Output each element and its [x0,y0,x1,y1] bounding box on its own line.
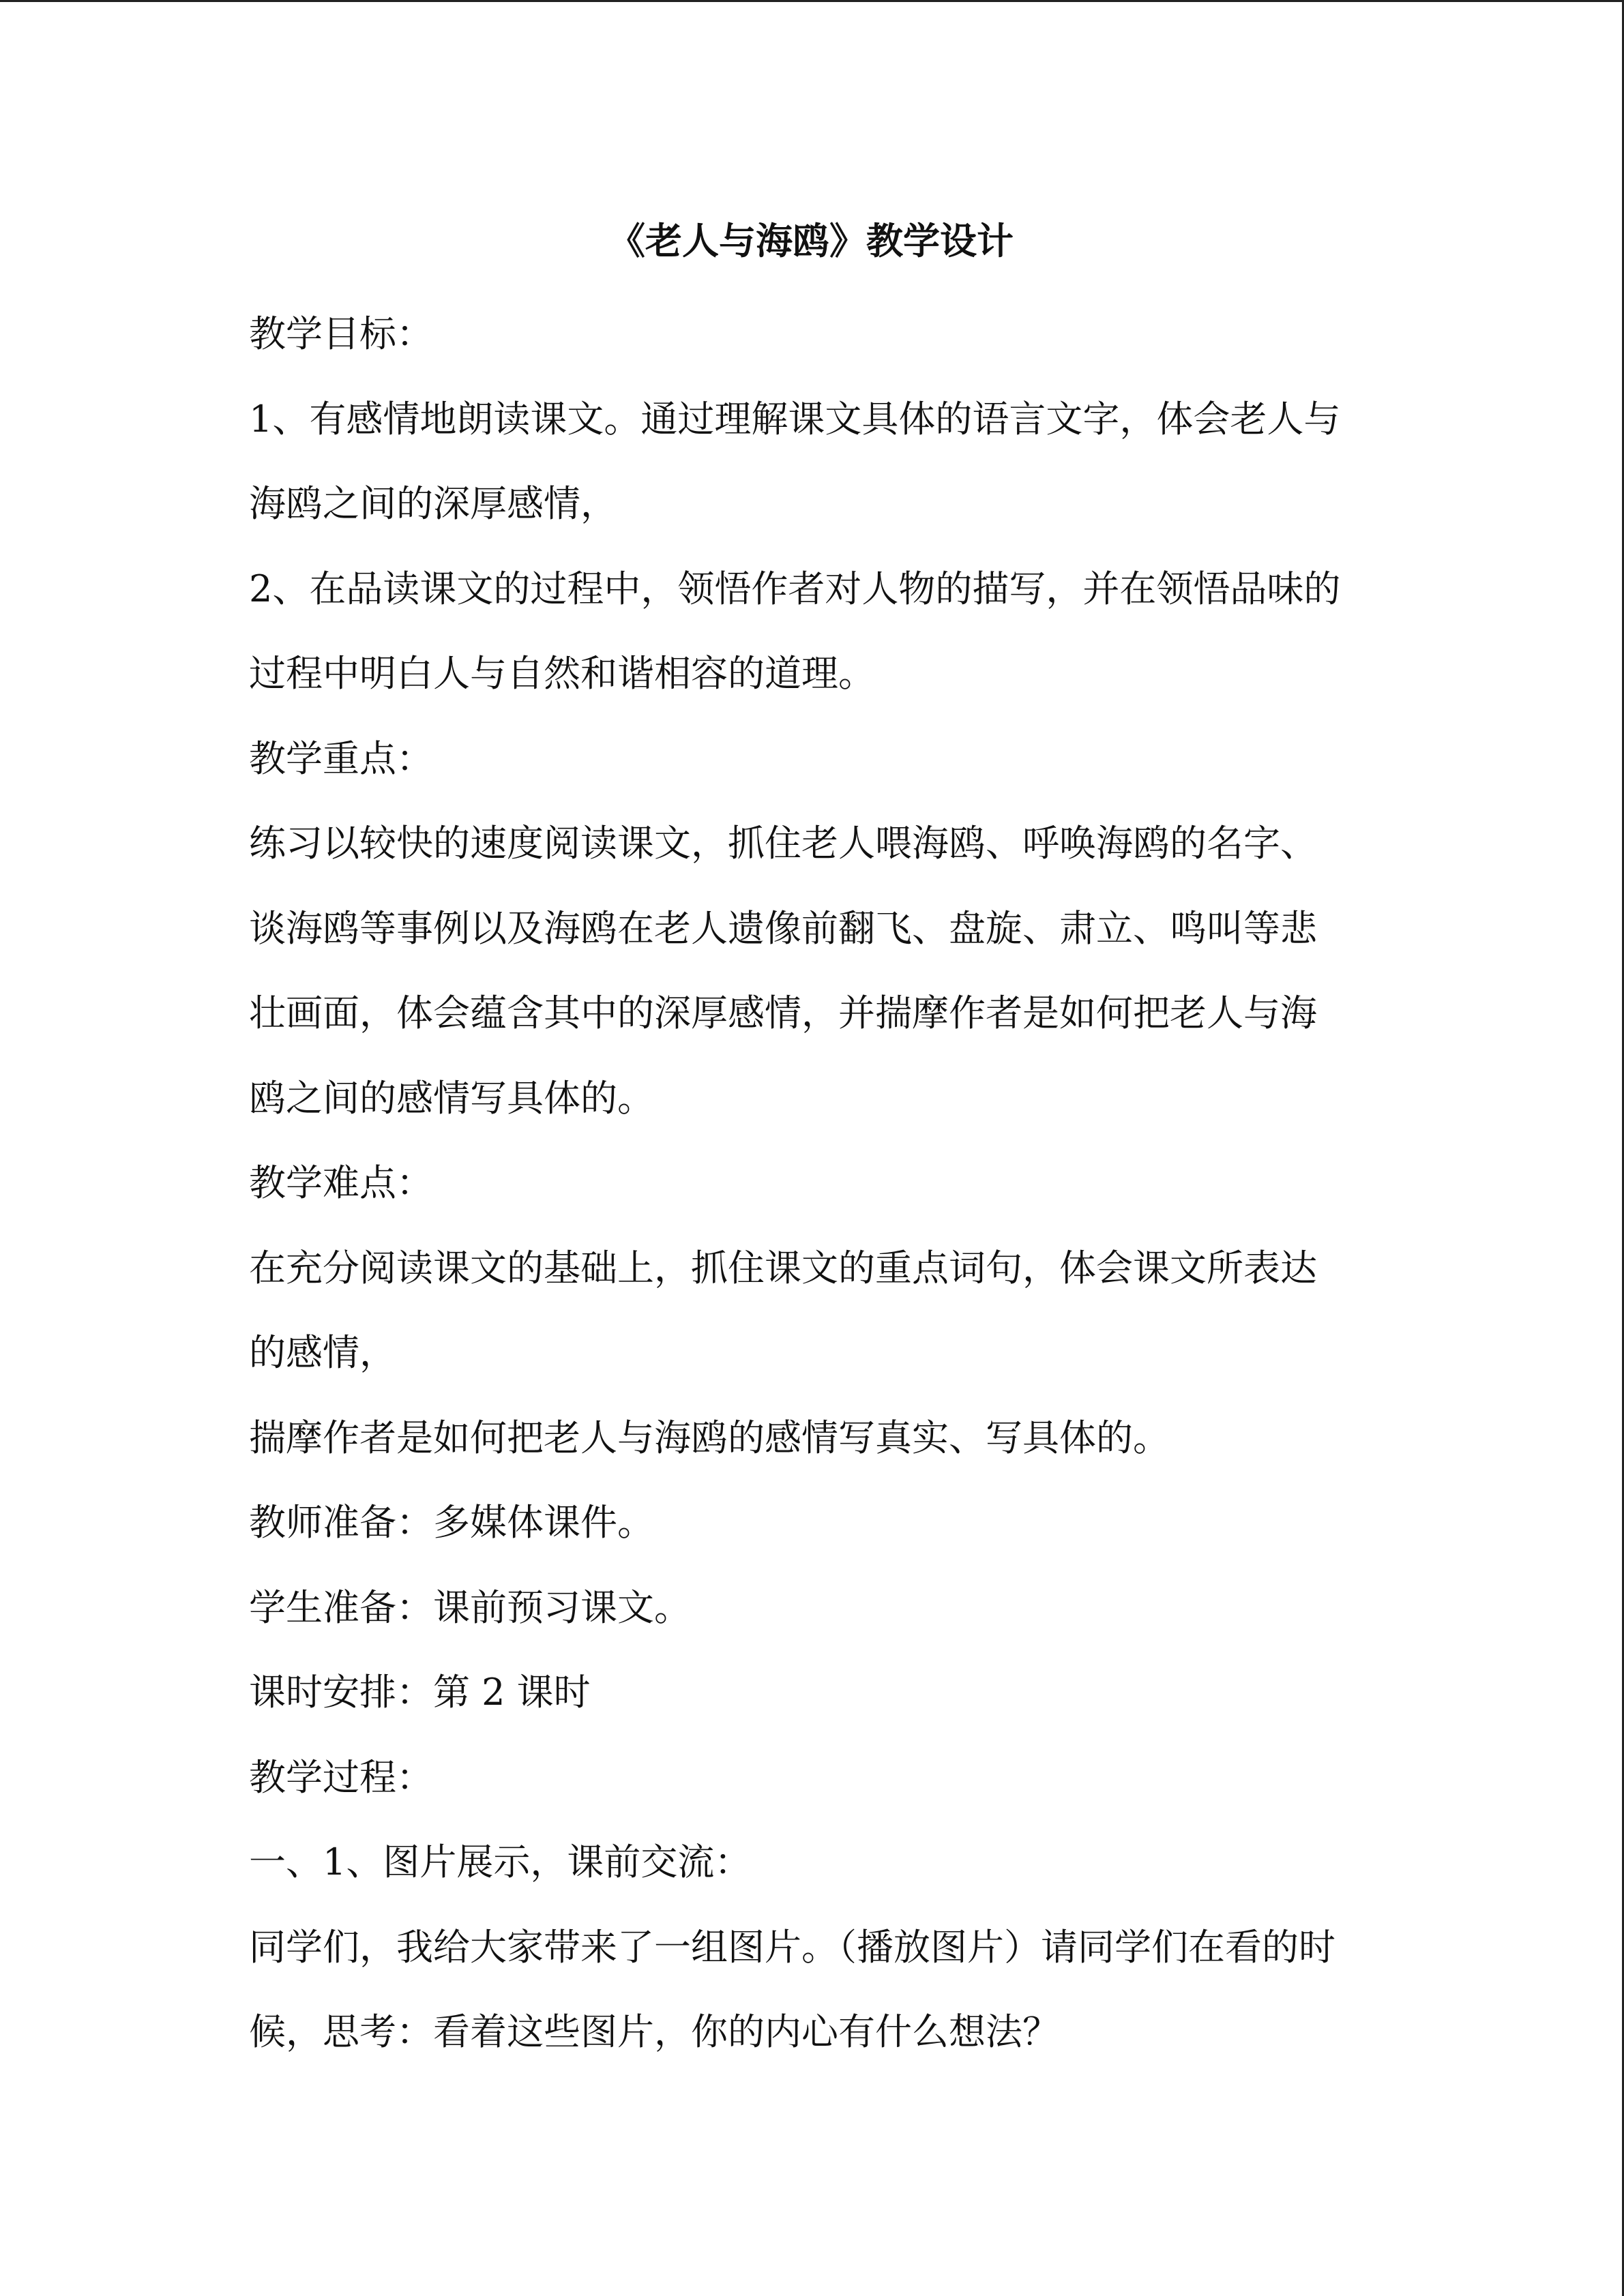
text-line: 同学们，我给大家带来了一组图片。（播放图片）请同学们在看的时 [249,1925,1335,1969]
text-line: 过程中明白人与自然和谐相容的道理。 [249,652,875,695]
text-line: 在充分阅读课文的基础上，抓住课文的重点词句，体会课文所表达 [249,1246,1317,1289]
text-line: 教学过程： [249,1755,433,1799]
text-line: 2、在品读课文的过程中，领悟作者对人物的描写，并在领悟品味的 [249,567,1341,610]
text-line: 的感情， [249,1331,396,1374]
text-line: 教师准备：多媒体课件。 [249,1501,654,1544]
text-line: 候，思考：看着这些图片，你的内心有什么想法？ [249,2010,1059,2053]
text-line: 教学目标： [249,312,433,355]
text-line: 教学难点： [249,1161,433,1204]
text-line: 1、有感情地朗读课文。通过理解课文具体的语言文字，体会老人与 [249,397,1341,441]
document-title: 《老人与海鸥》教学设计 [608,219,1014,263]
text-line: 海鸥之间的深厚感情， [249,482,617,525]
text-line: 壮画面，体会蕴含其中的深厚感情，并揣摩作者是如何把老人与海 [249,992,1317,1034]
text-line: 练习以较快的速度阅读课文，抓住老人喂海鸥、呼唤海鸥的名字、 [249,822,1317,865]
text-line: 学生准备：课前预习课文。 [249,1585,691,1629]
text-line: 课时安排：第 2 课时 [249,1671,591,1714]
text-line: 揣摩作者是如何把老人与海鸥的感情写真实、写具体的。 [249,1416,1170,1459]
text-line: 一、1、图片展示，课前交流： [249,1840,752,1883]
text-line: 鸥之间的感情写具体的。 [249,1076,654,1120]
text-line: 教学重点： [249,736,433,780]
text-line: 谈海鸥等事例以及海鸥在老人遗像前翻飞、盘旋、肃立、鸣叫等悲 [249,906,1317,950]
document-body [249,292,1381,2075]
